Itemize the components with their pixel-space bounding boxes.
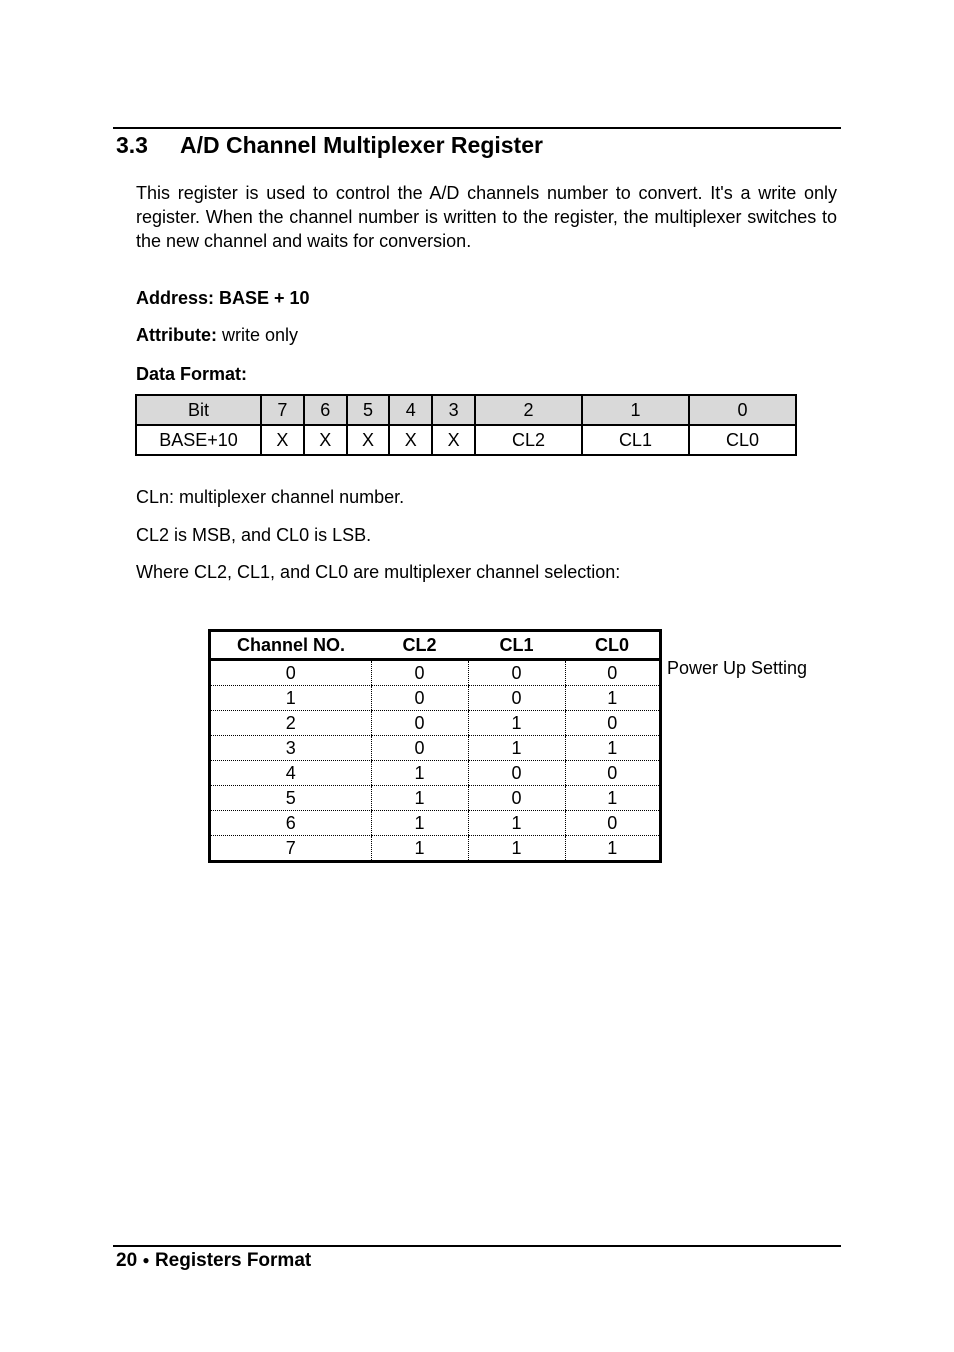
bit-value-cell: CL1 xyxy=(582,425,689,455)
bit-header-cell: 0 xyxy=(689,395,796,425)
channel-header-cell: CL0 xyxy=(565,631,661,660)
bit-header-row xyxy=(136,395,796,425)
channel-cell: 1 xyxy=(565,686,661,711)
channel-cell: 1 xyxy=(565,786,661,811)
channel-cell: 0 xyxy=(565,660,661,686)
channel-row xyxy=(210,736,661,761)
channel-cell: 0 xyxy=(565,711,661,736)
channel-cell: 1 xyxy=(468,811,565,836)
channel-cell: 1 xyxy=(468,736,565,761)
bottom-rule xyxy=(113,1245,841,1247)
channel-cell: 1 xyxy=(468,711,565,736)
channel-header-cell: Channel NO. xyxy=(210,631,372,660)
bit-header-cell: 5 xyxy=(347,395,390,425)
channel-cell: 1 xyxy=(371,836,468,862)
channel-cell: 0 xyxy=(565,761,661,786)
channel-row xyxy=(210,786,661,811)
bit-value-cell: X xyxy=(389,425,432,455)
channel-cell: 1 xyxy=(468,836,565,862)
section-heading xyxy=(116,132,543,159)
bit-header-cell: 7 xyxy=(261,395,304,425)
channel-cell: 1 xyxy=(371,761,468,786)
channel-cell: 0 xyxy=(565,811,661,836)
channel-cell: 0 xyxy=(468,686,565,711)
attribute-value: write only xyxy=(216,325,299,345)
channel-cell: 0 xyxy=(371,660,468,686)
page-footer xyxy=(116,1250,311,1272)
footer-title: Registers Format xyxy=(154,1250,312,1271)
channel-cell: 1 xyxy=(371,811,468,836)
channel-cell: 7 xyxy=(285,837,296,858)
bit-value-cell: X xyxy=(432,425,475,455)
bit-value-cell: BASE+10 xyxy=(136,425,261,455)
channel-cell: 1 xyxy=(565,736,661,761)
channel-cell: 1 xyxy=(210,686,372,711)
bit-header-cell: 2 xyxy=(475,395,582,425)
channel-header-cell: CL1 xyxy=(468,631,565,660)
bit-format-table xyxy=(135,394,797,456)
channel-cell: 5 xyxy=(210,786,372,811)
channel-row xyxy=(210,711,661,736)
channel-header-row xyxy=(210,631,661,660)
bit-header-cell: 1 xyxy=(582,395,689,425)
bit-value-cell: X xyxy=(347,425,390,455)
bit-value-cell: CL2 xyxy=(475,425,582,455)
bit-header-cell: 3 xyxy=(432,395,475,425)
channel-cell: 0 xyxy=(468,786,565,811)
channel-row xyxy=(210,686,661,711)
section-number: 3.3 xyxy=(116,132,148,158)
channel-cell: 6 xyxy=(210,811,372,836)
note-line: Where CL2, CL1, and CL0 are multiplexer channel selection: xyxy=(136,562,621,582)
channel-cell: 1 xyxy=(565,836,661,862)
bit-value-cell: CL0 xyxy=(689,425,796,455)
channel-cell: 0 xyxy=(371,711,468,736)
channel-selection-table xyxy=(208,629,662,863)
channel-row xyxy=(210,660,661,686)
bit-value-row xyxy=(136,425,796,455)
channel-cell: 0 xyxy=(468,761,565,786)
note-line: CL2 is MSB, and CL0 is LSB. xyxy=(136,525,372,545)
section-title: A/D Channel Multiplexer Register xyxy=(180,132,543,158)
bit-header-cell: Bit xyxy=(136,395,261,425)
channel-row xyxy=(210,811,661,836)
data-format-label: Data Format: xyxy=(136,364,248,384)
address-line: Address: BASE + 10 xyxy=(136,288,310,308)
attribute-label: Attribute: xyxy=(136,325,217,345)
channel-header-cell: CL2 xyxy=(371,631,468,660)
channel-cell: 4 xyxy=(210,761,372,786)
note-line: CLn: multiplexer channel number. xyxy=(136,487,405,507)
bit-value-cell: X xyxy=(304,425,347,455)
channel-row xyxy=(210,761,661,786)
channel-cell: 0 xyxy=(371,736,468,761)
bit-header-cell: 4 xyxy=(389,395,432,425)
intro-paragraph: This register is used to control the A/D channels number to convert. It's a write only register. When the channel number is written to the register, the multiplexer switches to the new channel and waits for conversion. xyxy=(136,183,837,251)
channel-cell: 0 xyxy=(371,686,468,711)
page-number: 20 xyxy=(116,1250,138,1271)
bullet-icon: ● xyxy=(142,1253,150,1267)
attribute-line xyxy=(136,325,298,346)
channel-cell: 0 xyxy=(468,660,565,686)
channel-cell: 3 xyxy=(210,736,372,761)
power-up-setting-note: Power Up Setting xyxy=(667,658,808,678)
channel-cell: 1 xyxy=(371,786,468,811)
channel-row xyxy=(210,836,661,862)
bit-header-cell: 6 xyxy=(304,395,347,425)
channel-cell: 0 xyxy=(210,660,372,686)
bit-value-cell: X xyxy=(261,425,304,455)
top-rule xyxy=(113,127,841,129)
channel-cell: 2 xyxy=(210,711,372,736)
